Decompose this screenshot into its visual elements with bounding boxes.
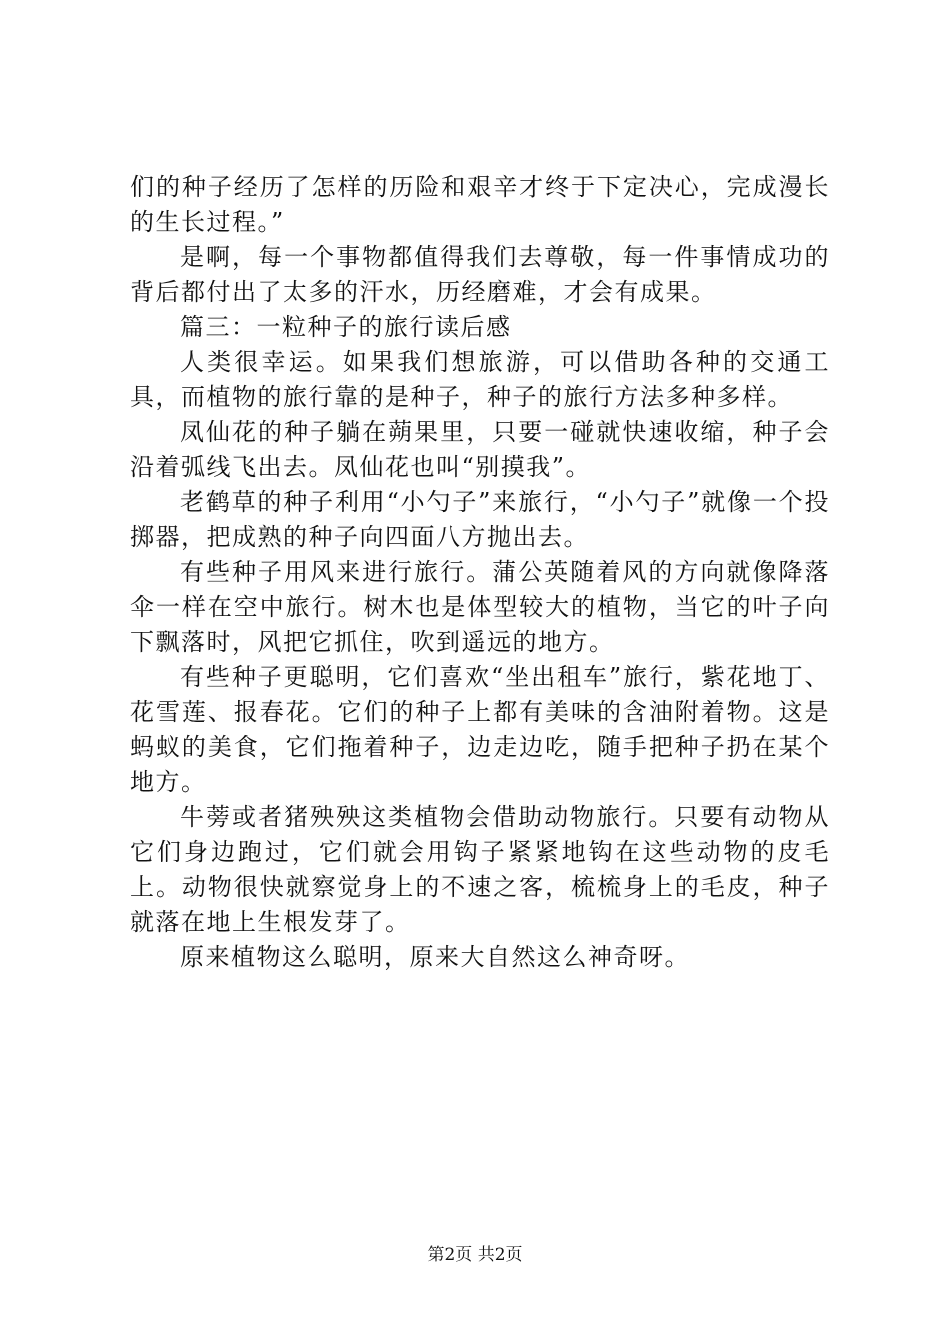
paragraph-continuation: 们的种子经历了怎样的历险和艰辛才终于下定决心，完成漫长的生长过程。”: [130, 173, 830, 236]
paragraph: 有些种子用风来进行旅行。蒲公英随着风的方向就像降落伞一样在空中旅行。树木也是体型较大的植物，当它的叶子向下飘落时，风把它抓住，吹到遥远的地方。: [130, 558, 830, 656]
page-footer: 第2页 共2页: [427, 1245, 523, 1265]
paragraph: 牛蒡或者猪殃殃这类植物会借助动物旅行。只要有动物从它们身边跑过，它们就会用钩子紧紧地钩在这些动物的皮毛上。动物很快就察觉身上的不速之客，梳梳身上的毛皮，种子就落在地上生根发芽了。: [130, 803, 830, 936]
paragraph: 老鹤草的种子利用“小勺子”来旅行，“小勺子”就像一个投掷器，把成熟的种子向四面八方抛出去。: [130, 488, 830, 551]
paragraph: 凤仙花的种子躺在蒴果里，只要一碰就快速收缩，种子会沿着弧线飞出去。凤仙花也叫“别摸我”。: [130, 418, 830, 481]
paragraph: 人类很幸运。如果我们想旅游，可以借助各种的交通工具，而植物的旅行靠的是种子，种子的旅行方法多种多样。: [130, 348, 830, 411]
document-body: [130, 170, 830, 975]
section-heading: 篇三：一粒种子的旅行读后感: [180, 313, 512, 341]
paragraph: 有些种子更聪明，它们喜欢“坐出租车”旅行，紫花地丁、花雪莲、报春花。它们的种子上都有美味的含油附着物。这是蚂蚁的美食，它们拖着种子，边走边吃，随手把种子扔在某个地方。: [130, 663, 830, 796]
paragraph: 是啊，每一个事物都值得我们去尊敬，每一件事情成功的背后都付出了太多的汗水，历经磨难，才会有成果。: [130, 243, 830, 306]
paragraph: 原来植物这么聪明，原来大自然这么神奇呀。: [180, 943, 690, 971]
